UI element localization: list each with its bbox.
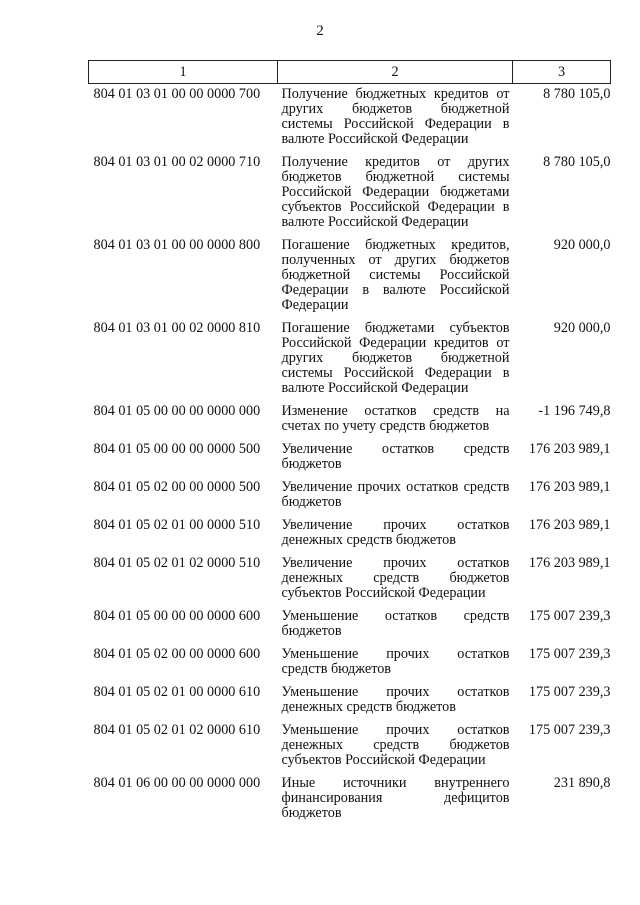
source-name: Изменение остатков средств на счетах по учету средств бюджетов <box>281 403 510 434</box>
table-row <box>89 480 611 518</box>
amount: 176 203 989,1 <box>528 517 611 533</box>
table-row <box>89 404 611 442</box>
column-header-1: 1 <box>89 61 278 84</box>
budget-code: 804 01 05 02 01 00 0000 610 <box>93 684 261 700</box>
budget-code: 804 01 05 02 00 00 0000 600 <box>93 646 261 662</box>
budget-code: 804 01 05 02 01 02 0000 610 <box>93 722 261 738</box>
header-row <box>89 61 611 84</box>
source-name: Получение бюджетных кредитов от других бюджетов бюджетной системы Российской Федерации в валюте Российской Федерации <box>281 86 510 147</box>
source-name: Уменьшение прочих остатков денежных средств бюджетов <box>281 684 510 715</box>
budget-code: 804 01 03 01 00 00 0000 800 <box>93 237 261 253</box>
column-header-3: 3 <box>513 61 611 84</box>
amount: 175 007 239,3 <box>528 684 611 700</box>
table-row <box>89 321 611 404</box>
table-row <box>89 238 611 321</box>
source-name: Увеличение прочих остатков денежных средств бюджетов <box>281 517 510 548</box>
source-name: Уменьшение прочих остатков средств бюджетов <box>281 646 510 677</box>
amount: 920 000,0 <box>553 320 611 336</box>
table-body <box>89 84 611 830</box>
table-header <box>89 61 611 84</box>
amount: 8 780 105,0 <box>543 154 611 170</box>
source-name: Иные источники внутреннего финансирования дефицитов бюджетов <box>281 775 510 821</box>
amount: 8 780 105,0 <box>543 86 611 102</box>
amount: 175 007 239,3 <box>528 722 611 738</box>
budget-code: 804 01 05 02 01 00 0000 510 <box>93 517 261 533</box>
source-name: Получение кредитов от других бюджетов бюджетной системы Российской Федерации бюджетами субъектов Российской Федерации в валюте Российской Федерации <box>281 154 510 230</box>
budget-code: 804 01 05 02 00 00 0000 500 <box>93 479 261 495</box>
source-name: Погашение бюджетами субъектов Российской Федерации кредитов от других бюджетов бюджетной системы Российской Федерации в валюте Российской Федерации <box>281 320 510 396</box>
table-row <box>89 84 611 156</box>
table-row <box>89 685 611 723</box>
table-row <box>89 723 611 776</box>
budget-code: 804 01 03 01 00 00 0000 700 <box>93 86 261 102</box>
budget-code: 804 01 06 00 00 00 0000 000 <box>93 775 261 791</box>
source-name: Погашение бюджетных кредитов, полученных от других бюджетов бюджетной системы Российской Федерации в валюте Российской Федерации <box>281 237 510 313</box>
table-row <box>89 556 611 609</box>
table-row <box>89 518 611 556</box>
budget-code: 804 01 05 00 00 00 0000 600 <box>93 608 261 624</box>
budget-sources-table <box>88 60 611 829</box>
amount: 175 007 239,3 <box>528 646 611 662</box>
amount: 175 007 239,3 <box>528 608 611 624</box>
source-name: Уменьшение остатков средств бюджетов <box>281 608 510 639</box>
amount: 920 000,0 <box>553 237 611 253</box>
source-name: Увеличение прочих остатков денежных средств бюджетов субъектов Российской Федерации <box>281 555 510 601</box>
column-header-2: 2 <box>278 61 513 84</box>
amount: 176 203 989,1 <box>528 479 611 495</box>
amount: -1 196 749,8 <box>538 403 611 419</box>
budget-code: 804 01 05 00 00 00 0000 500 <box>93 441 261 457</box>
table-row <box>89 155 611 238</box>
source-name: Уменьшение прочих остатков денежных средств бюджетов субъектов Российской Федерации <box>281 722 510 768</box>
budget-code: 804 01 05 00 00 00 0000 000 <box>93 403 261 419</box>
table-row <box>89 647 611 685</box>
budget-code: 804 01 03 01 00 02 0000 710 <box>93 154 261 170</box>
budget-code: 804 01 05 02 01 02 0000 510 <box>93 555 261 571</box>
amount: 231 890,8 <box>553 775 611 791</box>
table-row <box>89 442 611 480</box>
table-row <box>89 609 611 647</box>
amount: 176 203 989,1 <box>528 555 611 571</box>
amount: 176 203 989,1 <box>528 441 611 457</box>
source-name: Увеличение остатков средств бюджетов <box>281 441 510 472</box>
budget-code: 804 01 03 01 00 02 0000 810 <box>93 320 261 336</box>
table-row <box>89 776 611 829</box>
source-name: Увеличение прочих остатков средств бюджетов <box>281 479 510 510</box>
page-number: 2 <box>316 23 324 39</box>
